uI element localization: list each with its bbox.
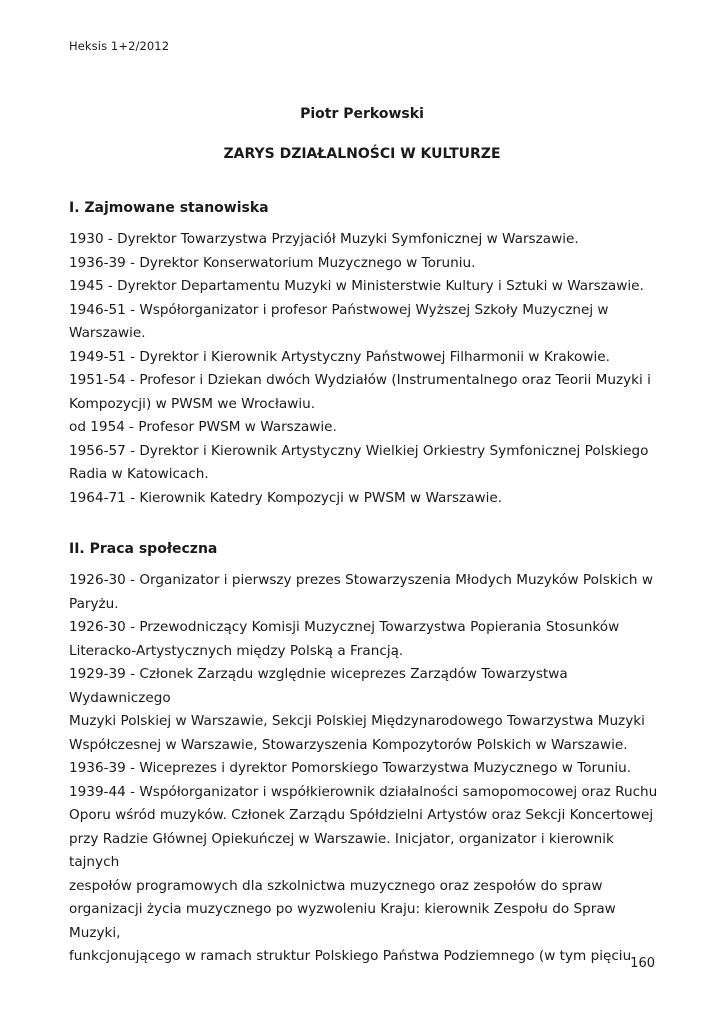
section-heading-social-work: II. Praca społeczna <box>69 541 218 557</box>
author-name: Piotr Perkowski <box>300 106 424 122</box>
text-line: Literacko-Artystycznych między Polską a Francją. <box>69 642 404 659</box>
text-line: Oporu wśród muzyków. Członek Zarządu Spółdzielni Artystów oraz Sekcji Koncertowej <box>69 807 654 823</box>
running-header: Heksis 1+2/2012 <box>69 39 170 53</box>
text-line: Kompozycji) w PWSM we Wrocławiu. <box>69 395 316 412</box>
text-line: 1939-44 - Współorganizator i współkierownik działalności samopomocowej oraz Ruchu <box>69 783 658 800</box>
section-heading-positions: I. Zajmowane stanowiska <box>69 200 269 216</box>
page-number: 160 <box>630 956 655 971</box>
text-line: funkcjonującego w ramach struktur Polskiego Państwa Podziemnego (w tym pięciu <box>69 948 632 964</box>
social-work-list <box>69 569 659 969</box>
text-line: Warszawie. <box>69 325 146 341</box>
text-line: Paryżu. <box>69 595 119 612</box>
text-line: Radia w Katowicach. <box>69 466 209 482</box>
text-line: przy Radzie Głównej Opiekuńczej w Warszawie. Inicjator, organizator i kierownik tajnych <box>69 830 614 870</box>
text-line: Współczesnej w Warszawie, Stowarzyszenia Kompozytorów Polskich w Warszawie. <box>69 736 628 753</box>
text-line: 1951-54 - Profesor i Dziekan dwóch Wydziałów (Instrumentalnego oraz Teorii Muzyki i <box>69 372 651 388</box>
text-line: 1929-39 - Członek Zarządu względnie wiceprezes Zarządów Towarzystwa Wydawniczego <box>69 666 568 706</box>
text-line: 1945 - Dyrektor Departamentu Muzyki w Ministerstwie Kultury i Sztuki w Warszawie. <box>69 278 644 294</box>
text-line: 1926-30 - Przewodniczący Komisji Muzycznej Towarzystwa Popierania Stosunków <box>69 619 620 635</box>
text-line: 1930 - Dyrektor Towarzystwa Przyjaciół Muzyki Symfonicznej w Warszawie. <box>69 231 579 247</box>
text-line: 1946-51 - Współorganizator i profesor Państwowej Wyższej Szkoły Muzycznej w <box>69 301 609 318</box>
document-title: ZARYS DZIAŁALNOŚCI W KULTURZE <box>223 146 501 162</box>
text-line: 1956-57 - Dyrektor i Kierownik Artystyczny Wielkiej Orkiestry Symfonicznej Polskiego <box>69 442 649 459</box>
text-line: 1936-39 - Dyrektor Konserwatorium Muzycznego w Toruniu. <box>69 254 476 271</box>
text-line: 1936-39 - Wiceprezes i dyrektor Pomorskiego Towarzystwa Muzycznego w Toruniu. <box>69 760 632 776</box>
text-line: organizacji życia muzycznego po wyzwoleniu Kraju: kierownik Zespołu do Spraw Muzyki, <box>69 901 616 941</box>
text-line: od 1954 - Profesor PWSM w Warszawie. <box>69 419 337 435</box>
positions-list <box>69 228 659 510</box>
text-line: zespołów programowych dla szkolnictwa muzycznego oraz zespołów do spraw <box>69 877 603 894</box>
text-line: Muzyki Polskiej w Warszawie, Sekcji Polskiej Międzynarodowego Towarzystwa Muzyki <box>69 713 645 729</box>
text-line: 1926-30 - Organizator i pierwszy prezes Stowarzyszenia Młodych Muzyków Polskich w <box>69 572 653 588</box>
text-line: 1949-51 - Dyrektor i Kierownik Artystyczny Państwowej Filharmonii w Krakowie. <box>69 348 610 365</box>
text-line: 1964-71 - Kierownik Katedry Kompozycji w PWSM w Warszawie. <box>69 489 503 506</box>
